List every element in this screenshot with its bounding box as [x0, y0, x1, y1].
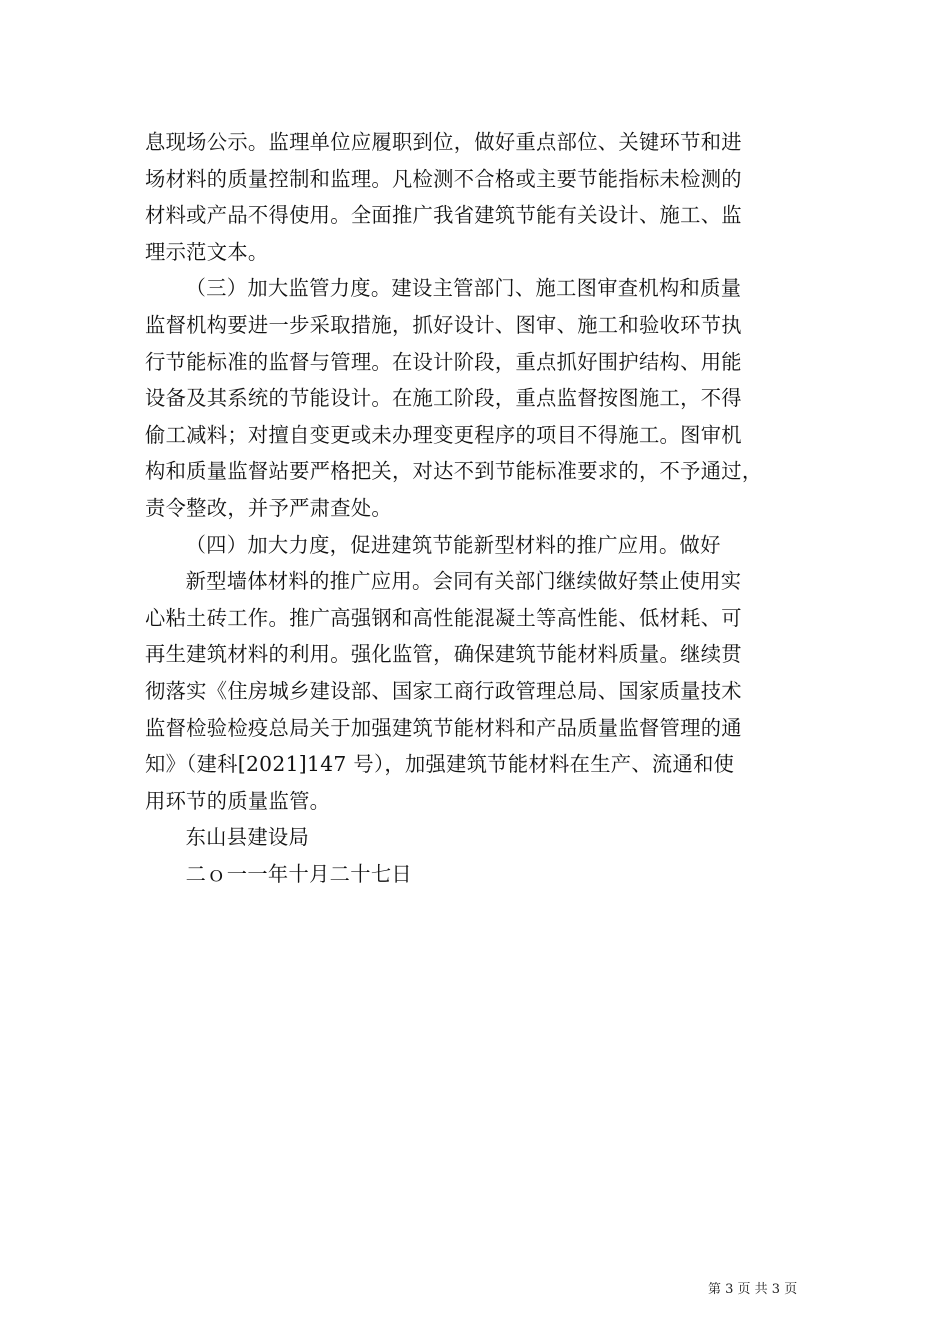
text-line: 心粘土砖工作。推广高强钢和高性能混凝土等高性能、低材耗、可 [145, 605, 742, 630]
text-line: 用环节的质量监管。 [145, 788, 331, 813]
text-line: （三）加大监管力度。建设主管部门、施工图审查机构和质量 [185, 276, 742, 301]
text-line: 构和质量监督站要严格把关，对达不到节能标准要求的，不予通过， [145, 459, 763, 484]
text-line: 息现场公示。监理单位应履职到位，做好重点部位、关键环节和进 [145, 130, 742, 154]
paragraph [145, 270, 815, 526]
paragraph [145, 124, 815, 270]
text-line: 偷工减料；对擅自变更或未办理变更程序的项目不得施工。图审机 [145, 422, 742, 447]
text-line: 新型墙体材料的推广应用。会同有关部门继续做好禁止使用实 [185, 569, 742, 594]
paragraph [145, 527, 815, 564]
paragraph [145, 856, 815, 893]
paragraph [145, 819, 815, 856]
text-line: 理示范文本。 [145, 239, 269, 264]
paragraph [145, 563, 815, 819]
page-number-label: 第 3 页 共 3 页 [708, 1282, 798, 1297]
text-line: 监督检验检疫总局关于加强建筑节能材料和产品质量监督管理的通 [145, 715, 742, 740]
text-line: 材料或产品不得使用。全面推广我省建筑节能有关设计、施工、监 [145, 203, 742, 228]
text-line: 东山县建设局 [185, 825, 310, 850]
text-line: 彻落实《住房城乡建设部、国家工商行政管理总局、国家质量技术 [145, 678, 742, 703]
document-body [145, 124, 815, 892]
text-line: 责令整改，并予严肃查处。 [145, 495, 392, 520]
text-line: 监督机构要进一步采取措施，抓好设计、图审、施工和验收环节执 [145, 312, 742, 337]
text-line: 二ｏ一一年十月二十七日 [185, 861, 412, 886]
text-line: 设备及其系统的节能设计。在施工阶段，重点监督按图施工，不得 [145, 386, 742, 411]
text-line: 场材料的质量控制和监理。凡检测不合格或主要节能指标未检测的 [145, 166, 742, 191]
text-line: 知》（建科[2021]147 号），加强建筑节能材料在生产、流通和使 [145, 752, 735, 777]
text-line: 行节能标准的监督与管理。在设计阶段，重点抓好围护结构、用能 [145, 349, 742, 374]
text-line: 再生建筑材料的利用。强化监管，确保建筑节能材料质量。继续贯 [145, 642, 742, 667]
text-line: （四）加大力度，促进建筑节能新型材料的推广应用。做好 [185, 532, 721, 557]
